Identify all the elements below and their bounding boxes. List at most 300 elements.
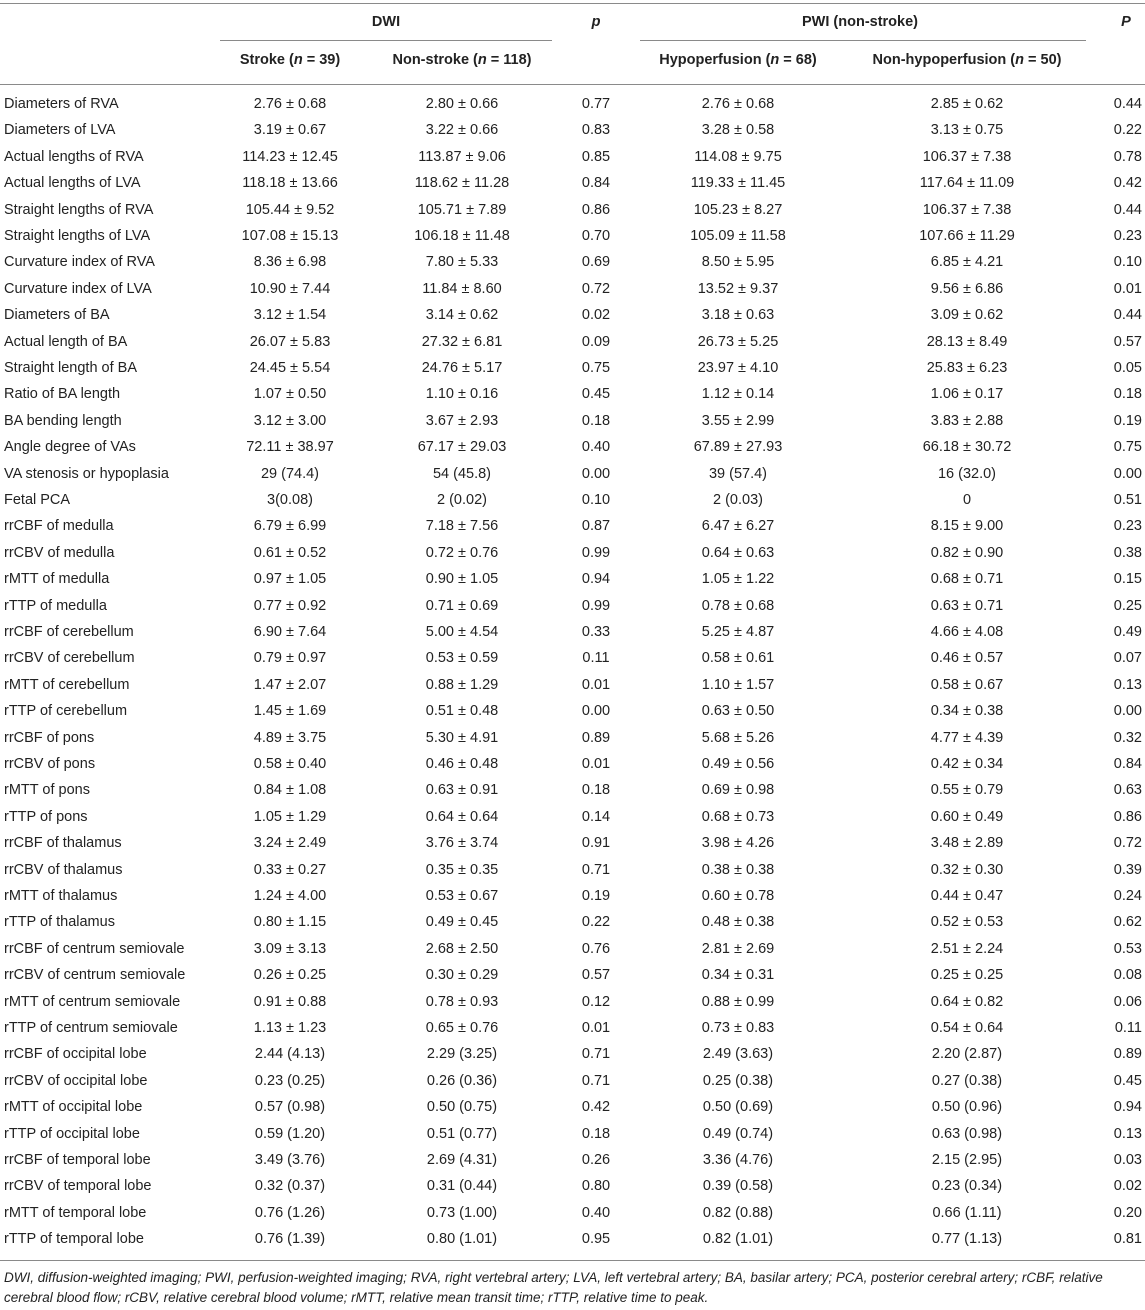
table-row: [0, 249, 1145, 275]
cell-nonstroke: 0.53 ± 0.67: [425, 888, 499, 904]
cell-hypo: 3.28 ± 0.58: [701, 122, 775, 139]
cell-stroke: 26.07 ± 5.83: [249, 333, 331, 350]
cell-P: 0.63: [1113, 782, 1142, 799]
cell-nonstroke: 2 (0.02): [437, 492, 487, 508]
table-row: [0, 1094, 1145, 1120]
table-row: [0, 1200, 1145, 1226]
cell-nonstroke: 0.35 ± 0.35: [425, 861, 499, 878]
row-label: rrCBF of occipital lobe: [4, 1046, 147, 1063]
table-row: [0, 1147, 1145, 1173]
cell-p: 0.33: [581, 624, 611, 640]
cell-stroke: 3.19 ± 0.67: [253, 122, 327, 139]
cell-P: 0.38: [1113, 544, 1142, 561]
table-row: [0, 883, 1145, 909]
cell-nonhypo: 0.23 (0.34): [931, 1178, 1003, 1195]
table-row: [0, 936, 1145, 962]
cell-stroke: 6.90 ± 7.64: [253, 624, 327, 640]
cell-nonstroke: 0.64 ± 0.64: [425, 808, 499, 825]
cell-stroke: 0.58 ± 0.40: [253, 756, 327, 772]
row-label: rrCBV of pons: [4, 756, 96, 772]
row-label: rTTP of medulla: [4, 597, 107, 614]
table-row: [0, 513, 1145, 539]
row-label: Straight lengths of RVA: [4, 201, 154, 218]
row-label: Curvature index of RVA: [4, 254, 155, 271]
cell-P: 0.07: [1113, 650, 1142, 667]
cell-nonhypo: 0.58 ± 0.67: [930, 676, 1004, 693]
cell-nonstroke: 7.80 ± 5.33: [425, 254, 499, 271]
cell-stroke: 0.59 (1.20): [254, 1125, 326, 1142]
cell-stroke: 0.79 ± 0.97: [253, 650, 327, 667]
cell-P: 0.51: [1113, 492, 1142, 508]
cell-nonstroke: 11.84 ± 8.60: [422, 280, 502, 297]
cell-stroke: 29 (74.4): [260, 465, 320, 482]
cell-P: 0.44: [1113, 307, 1142, 324]
cell-nonstroke: 5.30 ± 4.91: [425, 729, 499, 746]
header-non-hypoperfusion: Non-hypoperfusion (n = 50): [872, 52, 1062, 68]
cell-p: 0.86: [581, 201, 611, 218]
table-row: [0, 619, 1145, 645]
cell-hypo: 0.58 ± 0.61: [701, 650, 775, 667]
table-row: [0, 1015, 1145, 1041]
cell-P: 0.25: [1113, 597, 1142, 614]
cell-stroke: 0.26 ± 0.25: [253, 967, 327, 984]
cell-hypo: 1.10 ± 1.57: [701, 676, 775, 693]
row-label: rrCBF of centrum semiovale: [4, 940, 185, 957]
header-rule: [0, 84, 1145, 85]
cell-p: 0.42: [581, 1099, 611, 1116]
cell-P: 0.19: [1113, 412, 1142, 429]
row-label: rTTP of temporal lobe: [4, 1231, 144, 1248]
cell-nonstroke: 5.00 ± 4.54: [425, 624, 499, 640]
cell-P: 0.78: [1113, 148, 1142, 165]
row-label: Fetal PCA: [4, 492, 71, 508]
cell-p: 0.12: [581, 993, 611, 1010]
cell-nonstroke: 1.10 ± 0.16: [425, 386, 499, 403]
table-row: [0, 566, 1145, 592]
cell-P: 0.06: [1113, 993, 1142, 1010]
cell-p: 0.83: [581, 122, 611, 139]
cell-nonstroke: 27.32 ± 6.81: [421, 333, 503, 350]
table-row: [0, 1173, 1145, 1199]
table-row: [0, 117, 1145, 143]
cell-stroke: 3.12 ± 3.00: [253, 412, 327, 429]
cell-P: 0.49: [1113, 624, 1142, 640]
cell-hypo: 0.78 ± 0.68: [701, 597, 775, 614]
cell-p: 0.72: [581, 280, 611, 297]
cell-nonstroke: 24.76 ± 5.17: [421, 360, 503, 376]
cell-stroke: 0.23 (0.25): [254, 1072, 326, 1089]
table-row: [0, 355, 1145, 381]
cell-stroke: 0.77 ± 0.92: [253, 597, 327, 614]
row-label: rrCBV of occipital lobe: [4, 1072, 148, 1089]
cell-P: 0.32: [1113, 729, 1142, 746]
cell-nonstroke: 0.65 ± 0.76: [425, 1020, 499, 1036]
cell-nonhypo: 0.42 ± 0.34: [930, 756, 1004, 772]
table-footnote: DWI, diffusion-weighted imaging; PWI, perfusion-weighted imaging; RVA, right vertebral artery; LVA, left vertebral artery; BA, basilar artery; PCA, posterior cerebral artery; rCBF, relative cerebral blood flow; rCBV, relative cerebral blood volume; rMTT, relative mean transit time; rTTP, relative time to peak.: [4, 1270, 1103, 1305]
table-row: [0, 698, 1145, 724]
cell-P: 0.10: [1113, 254, 1142, 271]
cell-P: 0.18: [1113, 386, 1142, 403]
cell-p: 0.11: [582, 650, 610, 667]
row-label: VA stenosis or hypoplasia: [4, 465, 169, 482]
cell-p: 0.84: [581, 175, 611, 192]
table-row: [0, 909, 1145, 935]
cell-nonstroke: 106.18 ± 11.48: [414, 228, 510, 244]
cell-P: 0.01: [1113, 280, 1142, 297]
row-label: rrCBV of cerebellum: [4, 650, 135, 667]
cell-nonhypo: 106.37 ± 7.38: [922, 148, 1012, 165]
row-label: rMTT of thalamus: [4, 888, 118, 904]
cell-nonhypo: 6.85 ± 4.21: [930, 254, 1004, 271]
cell-stroke: 0.57 (0.98): [254, 1099, 326, 1116]
cell-p: 0.91: [581, 835, 611, 852]
cell-p: 0.80: [581, 1178, 611, 1195]
row-label: Straight length of BA: [4, 360, 137, 376]
cell-stroke: 1.05 ± 1.29: [253, 808, 327, 825]
table-row: [0, 1068, 1145, 1094]
row-label: rTTP of centrum semiovale: [4, 1020, 178, 1036]
cell-hypo: 0.88 ± 0.99: [701, 993, 775, 1010]
row-label: rMTT of medulla: [4, 571, 110, 588]
cell-p: 0.00: [581, 465, 611, 482]
cell-nonstroke: 3.14 ± 0.62: [425, 307, 499, 324]
row-label: Diameters of LVA: [4, 122, 116, 139]
header-p-pwi: P: [1121, 14, 1131, 30]
cell-nonhypo: 3.83 ± 2.88: [930, 412, 1004, 429]
row-label: rMTT of temporal lobe: [4, 1204, 147, 1221]
cell-stroke: 0.61 ± 0.52: [253, 544, 327, 561]
table-row: [0, 830, 1145, 856]
table-row: [0, 461, 1145, 487]
cell-P: 0.22: [1113, 122, 1142, 139]
table-row: [0, 381, 1145, 407]
cell-nonhypo: 0.54 ± 0.64: [930, 1020, 1004, 1036]
table-row: [0, 1041, 1145, 1067]
row-label: rrCBV of thalamus: [4, 861, 123, 878]
cell-stroke: 2.76 ± 0.68: [253, 96, 327, 112]
cell-hypo: 0.34 ± 0.31: [701, 967, 775, 984]
cell-nonhypo: 3.13 ± 0.75: [930, 122, 1004, 139]
cell-stroke: 10.90 ± 7.44: [249, 280, 331, 297]
cell-p: 0.01: [581, 1020, 611, 1036]
header-dwi: DWI: [371, 14, 401, 30]
cell-nonhypo: 0.60 ± 0.49: [930, 808, 1004, 825]
cell-stroke: 114.23 ± 12.45: [242, 148, 338, 165]
row-label: rrCBV of centrum semiovale: [4, 967, 186, 984]
table-row: [0, 487, 1145, 513]
cell-p: 0.71: [581, 1046, 611, 1063]
cell-hypo: 114.08 ± 9.75: [694, 148, 782, 165]
cell-P: 0.53: [1113, 940, 1142, 957]
cell-P: 0.20: [1113, 1204, 1142, 1221]
cell-hypo: 1.12 ± 0.14: [701, 386, 775, 403]
cell-nonhypo: 0: [962, 492, 972, 508]
table-row: [0, 408, 1145, 434]
header-hypoperfusion: Hypoperfusion (n = 68): [659, 52, 817, 68]
cell-hypo: 6.47 ± 6.27: [701, 518, 775, 535]
table-row: [0, 91, 1145, 117]
cell-hypo: 3.98 ± 4.26: [701, 835, 775, 852]
cell-stroke: 8.36 ± 6.98: [253, 254, 327, 271]
cell-p: 0.99: [581, 597, 611, 614]
cell-nonhypo: 4.66 ± 4.08: [930, 624, 1004, 640]
row-label: Actual lengths of RVA: [4, 148, 144, 165]
cell-P: 0.62: [1113, 914, 1142, 931]
cell-stroke: 0.91 ± 0.88: [253, 993, 327, 1010]
cell-p: 0.85: [581, 148, 611, 165]
cell-nonstroke: 7.18 ± 7.56: [425, 518, 499, 535]
cell-p: 0.00: [581, 703, 611, 720]
cell-hypo: 105.23 ± 8.27: [693, 201, 783, 218]
cell-P: 0.23: [1113, 228, 1142, 244]
cell-P: 0.89: [1113, 1046, 1142, 1063]
cell-p: 0.77: [581, 96, 611, 112]
cell-nonhypo: 2.20 (2.87): [931, 1046, 1003, 1063]
cell-stroke: 24.45 ± 5.54: [249, 360, 331, 376]
pwi-subrule: [640, 40, 1086, 41]
cell-nonstroke: 2.69 (4.31): [426, 1152, 498, 1168]
cell-hypo: 26.73 ± 5.25: [697, 333, 779, 350]
row-label: Diameters of RVA: [4, 96, 119, 112]
table-row: [0, 197, 1145, 223]
cell-hypo: 0.49 ± 0.56: [701, 756, 775, 772]
cell-P: 0.44: [1113, 96, 1142, 112]
cell-hypo: 0.68 ± 0.73: [701, 808, 775, 825]
cell-nonstroke: 3.67 ± 2.93: [425, 412, 499, 429]
cell-hypo: 2.81 ± 2.69: [701, 940, 775, 957]
cell-nonhypo: 0.46 ± 0.57: [930, 650, 1004, 667]
cell-P: 0.57: [1113, 333, 1142, 350]
cell-nonstroke: 0.50 (0.75): [426, 1099, 498, 1116]
cell-stroke: 4.89 ± 3.75: [253, 729, 327, 746]
table-row: [0, 804, 1145, 830]
row-label: rrCBF of cerebellum: [4, 624, 134, 640]
table-row: [0, 777, 1145, 803]
cell-nonstroke: 0.49 ± 0.45: [425, 914, 499, 931]
cell-p: 0.02: [581, 307, 611, 324]
cell-hypo: 3.55 ± 2.99: [701, 412, 775, 429]
row-label: rrCBV of medulla: [4, 544, 115, 561]
cell-nonstroke: 67.17 ± 29.03: [417, 439, 507, 456]
cell-p: 0.89: [581, 729, 611, 746]
cell-nonstroke: 118.62 ± 11.28: [414, 175, 510, 192]
cell-P: 0.02: [1113, 1178, 1142, 1195]
header-stroke: Stroke (n = 39): [239, 52, 341, 68]
table-row: [0, 276, 1145, 302]
cell-nonhypo: 0.50 (0.96): [931, 1099, 1003, 1116]
cell-p: 0.14: [581, 808, 611, 825]
cell-p: 0.45: [581, 386, 611, 403]
row-label: rrCBF of pons: [4, 729, 95, 746]
cell-stroke: 1.24 ± 4.00: [253, 888, 327, 904]
table-row: [0, 223, 1145, 249]
cell-P: 0.13: [1113, 676, 1142, 693]
cell-nonstroke: 0.51 ± 0.48: [425, 703, 499, 720]
cell-hypo: 0.25 (0.38): [702, 1072, 774, 1089]
cell-nonstroke: 0.63 ± 0.91: [425, 782, 499, 799]
cell-nonhypo: 1.06 ± 0.17: [930, 386, 1004, 403]
cell-nonhypo: 107.66 ± 11.29: [919, 228, 1015, 244]
cell-nonhypo: 3.48 ± 2.89: [930, 835, 1004, 852]
row-label: rMTT of cerebellum: [4, 676, 130, 693]
cell-hypo: 0.60 ± 0.78: [701, 888, 775, 904]
cell-p: 0.18: [581, 412, 611, 429]
cell-p: 0.95: [581, 1231, 611, 1248]
cell-nonstroke: 0.73 (1.00): [426, 1204, 498, 1221]
cell-stroke: 0.97 ± 1.05: [253, 571, 327, 588]
cell-hypo: 1.05 ± 1.22: [701, 571, 775, 588]
cell-P: 0.72: [1113, 835, 1142, 852]
cell-stroke: 105.44 ± 9.52: [245, 201, 335, 218]
cell-stroke: 2.44 (4.13): [254, 1046, 326, 1063]
cell-nonhypo: 0.27 (0.38): [931, 1072, 1003, 1089]
cell-p: 0.76: [581, 940, 611, 957]
cell-nonhypo: 0.32 ± 0.30: [930, 861, 1004, 878]
cell-P: 0.00: [1113, 465, 1142, 482]
cell-p: 0.71: [581, 1072, 611, 1089]
cell-nonstroke: 54 (45.8): [432, 465, 492, 482]
table-row: [0, 302, 1145, 328]
cell-p: 0.10: [581, 492, 611, 508]
row-label: Straight lengths of LVA: [4, 228, 151, 244]
cell-hypo: 8.50 ± 5.95: [701, 254, 775, 271]
cell-nonhypo: 0.68 ± 0.71: [930, 571, 1004, 588]
table-row: [0, 672, 1145, 698]
cell-hypo: 3.18 ± 0.63: [701, 307, 775, 324]
cell-P: 0.39: [1113, 861, 1142, 878]
cell-nonstroke: 0.46 ± 0.48: [425, 756, 499, 772]
dwi-subrule: [220, 40, 552, 41]
row-label: rTTP of occipital lobe: [4, 1125, 140, 1142]
cell-p: 0.99: [581, 544, 611, 561]
cell-nonhypo: 2.15 (2.95): [931, 1152, 1003, 1168]
cell-p: 0.19: [581, 888, 611, 904]
table-row: [0, 540, 1145, 566]
cell-hypo: 0.69 ± 0.98: [701, 782, 775, 799]
cell-nonstroke: 3.76 ± 3.74: [425, 835, 499, 852]
cell-hypo: 2 (0.03): [713, 492, 763, 508]
cell-nonhypo: 0.82 ± 0.90: [930, 544, 1004, 561]
cell-P: 0.44: [1113, 201, 1142, 218]
cell-p: 0.87: [581, 518, 611, 535]
cell-nonstroke: 3.22 ± 0.66: [425, 122, 499, 139]
table-row: [0, 170, 1145, 196]
cell-P: 0.42: [1113, 175, 1142, 192]
cell-p: 0.94: [581, 571, 611, 588]
cell-nonstroke: 0.53 ± 0.59: [425, 650, 499, 667]
cell-nonstroke: 0.72 ± 0.76: [425, 544, 499, 561]
row-label: BA bending length: [4, 412, 122, 429]
cell-p: 0.70: [581, 228, 611, 244]
cell-P: 0.15: [1113, 571, 1142, 588]
row-label: rrCBF of temporal lobe: [4, 1152, 151, 1168]
cell-P: 0.03: [1113, 1152, 1142, 1168]
table-row: [0, 434, 1145, 460]
cell-P: 0.11: [1114, 1020, 1142, 1036]
table-row: [0, 1121, 1145, 1147]
cell-P: 0.45: [1113, 1072, 1142, 1089]
cell-p: 0.09: [581, 333, 611, 350]
header-p-dwi: p: [591, 14, 601, 30]
cell-nonstroke: 2.80 ± 0.66: [425, 96, 499, 112]
cell-hypo: 0.49 (0.74): [702, 1125, 774, 1142]
cell-nonhypo: 0.66 (1.11): [932, 1204, 1002, 1221]
cell-p: 0.57: [581, 967, 611, 984]
cell-nonhypo: 0.52 ± 0.53: [930, 914, 1004, 931]
cell-nonstroke: 113.87 ± 9.06: [418, 148, 506, 165]
cell-nonhypo: 2.51 ± 2.24: [930, 940, 1004, 957]
row-label: rMTT of occipital lobe: [4, 1099, 143, 1116]
cell-p: 0.75: [581, 360, 611, 376]
cell-hypo: 2.76 ± 0.68: [701, 96, 775, 112]
cell-hypo: 0.82 (0.88): [702, 1204, 774, 1221]
cell-hypo: 5.68 ± 5.26: [701, 729, 775, 746]
cell-P: 0.81: [1113, 1231, 1142, 1248]
cell-stroke: 0.76 (1.39): [254, 1231, 326, 1248]
cell-hypo: 23.97 ± 4.10: [697, 360, 779, 376]
cell-P: 0.05: [1113, 360, 1142, 376]
row-label: rrCBF of thalamus: [4, 835, 122, 852]
cell-nonhypo: 0.63 (0.98): [931, 1125, 1003, 1142]
cell-hypo: 0.82 (1.01): [702, 1231, 774, 1248]
cell-P: 0.08: [1113, 967, 1142, 984]
cell-p: 0.40: [581, 439, 611, 456]
cell-nonstroke: 2.68 ± 2.50: [425, 940, 499, 957]
cell-nonhypo: 16 (32.0): [937, 465, 997, 482]
cell-p: 0.01: [581, 676, 611, 693]
cell-P: 0.75: [1113, 439, 1142, 456]
row-label: Angle degree of VAs: [4, 439, 136, 456]
cell-stroke: 0.84 ± 1.08: [253, 782, 327, 799]
cell-hypo: 0.50 (0.69): [702, 1099, 774, 1116]
cell-P: 0.86: [1113, 808, 1142, 825]
row-label: rMTT of centrum semiovale: [4, 993, 181, 1010]
cell-stroke: 1.47 ± 2.07: [253, 676, 327, 693]
table-row: [0, 751, 1145, 777]
cell-P: 0.24: [1113, 888, 1142, 904]
cell-nonstroke: 0.80 (1.01): [426, 1231, 498, 1248]
cell-P: 0.13: [1113, 1125, 1142, 1142]
table-row: [0, 329, 1145, 355]
cell-stroke: 3.09 ± 3.13: [253, 940, 327, 957]
cell-P: 0.84: [1113, 756, 1142, 772]
table-row: [0, 989, 1145, 1015]
cell-stroke: 0.80 ± 1.15: [253, 914, 327, 931]
table-row: [0, 1226, 1145, 1252]
cell-stroke: 72.11 ± 38.97: [246, 439, 334, 456]
cell-p: 0.18: [581, 1125, 611, 1142]
row-label: rrCBF of medulla: [4, 518, 114, 535]
cell-stroke: 6.79 ± 6.99: [253, 518, 327, 535]
cell-nonstroke: 0.78 ± 0.93: [425, 993, 499, 1010]
cell-stroke: 0.76 (1.26): [254, 1204, 326, 1221]
row-label: Curvature index of LVA: [4, 280, 152, 297]
cell-hypo: 0.63 ± 0.50: [701, 703, 775, 720]
bottom-rule: [0, 1260, 1145, 1261]
cell-nonhypo: 0.34 ± 0.38: [930, 703, 1004, 720]
header-non-stroke: Non-stroke (n = 118): [392, 52, 532, 68]
cell-stroke: 0.32 (0.37): [254, 1178, 326, 1195]
cell-nonstroke: 0.31 (0.44): [426, 1178, 498, 1195]
cell-hypo: 0.38 ± 0.38: [701, 861, 775, 878]
cell-hypo: 105.09 ± 11.58: [690, 228, 786, 244]
row-label: rTTP of pons: [4, 808, 88, 825]
cell-stroke: 1.07 ± 0.50: [253, 386, 327, 403]
cell-nonhypo: 4.77 ± 4.39: [930, 729, 1004, 746]
row-label: Actual length of BA: [4, 333, 128, 350]
row-label: rTTP of cerebellum: [4, 703, 128, 720]
row-label: Ratio of BA length: [4, 386, 121, 403]
